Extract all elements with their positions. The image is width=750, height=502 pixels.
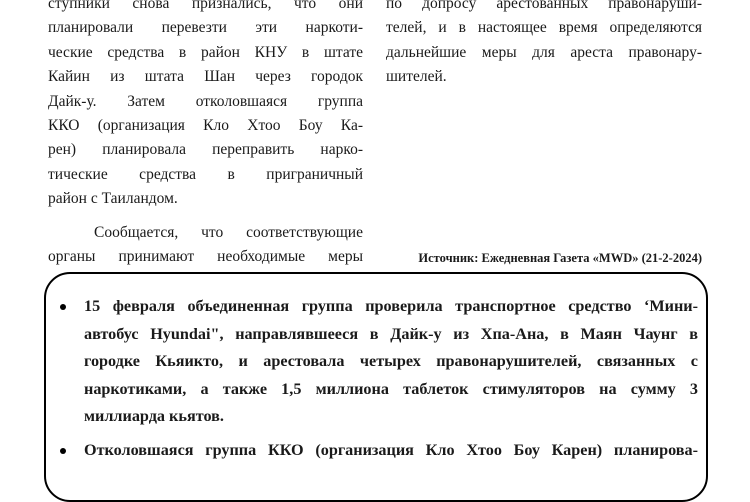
text-line: 15 февраля объединенная группа проверила транспортное средство ‘Мини- [84,297,698,315]
text-line: Отколовшаяся группа ККО (организация Кло Хтоо Боу Карен) планирова- [84,440,698,459]
right-column [386,0,702,90]
text-line: Дайк-у. Затем отколовшаяся группа [48,92,363,110]
text-line: наркотиками, а также 1,5 миллиона таблеток стимуляторов на сумму 3 [84,379,698,398]
text-line: телей, и в настоящее время определяются [386,19,702,37]
text-line: органы принимают необходимые меры [48,248,363,266]
text-line: городке Кьяикто, и арестовала четырех правонарушителей, связанных с [84,352,698,370]
text-line: рен) планировала переправить нарко- [48,141,363,159]
text-line: по допросу арестованных правонаруши- [386,0,702,12]
text-line: ККО (организация Кло Хтоо Боу Ка- [48,117,363,135]
text-line: ступники снова признались, что они [48,0,363,12]
text-line: автобус Hyundai", направлявшееся в Дайк-у из Хпа-Ана, в Маян Чаунг в [84,324,698,343]
bullet-dot-icon [60,304,66,310]
left-paragraph-1 [48,0,363,212]
left-paragraph-2 [48,221,363,270]
text-line: район с Таиландом. [48,190,178,208]
right-paragraph-1 [386,0,702,90]
source-citation: Источник: Ежедневная Газета «MWD» (21-2-2024) [418,251,702,265]
text-line: дальнейшие меры для ареста правонару- [386,43,702,61]
bullet-dot-icon [60,448,66,454]
summary-bullet-item [58,293,698,431]
text-line: Сообщается, что соответствующие [94,223,363,241]
left-column [48,0,363,269]
text-line: миллиарда кьятов. [84,407,224,425]
text-line: тические средства в приграничный [48,165,363,183]
text-line: шителей. [386,68,447,86]
text-line: Кайин из штата Шан через городок [48,68,363,86]
text-line: ческие средства в район КНУ в штате [48,43,363,61]
summary-bullet-list [58,293,698,470]
text-line: планировали перевезти эти наркоти- [48,19,363,37]
